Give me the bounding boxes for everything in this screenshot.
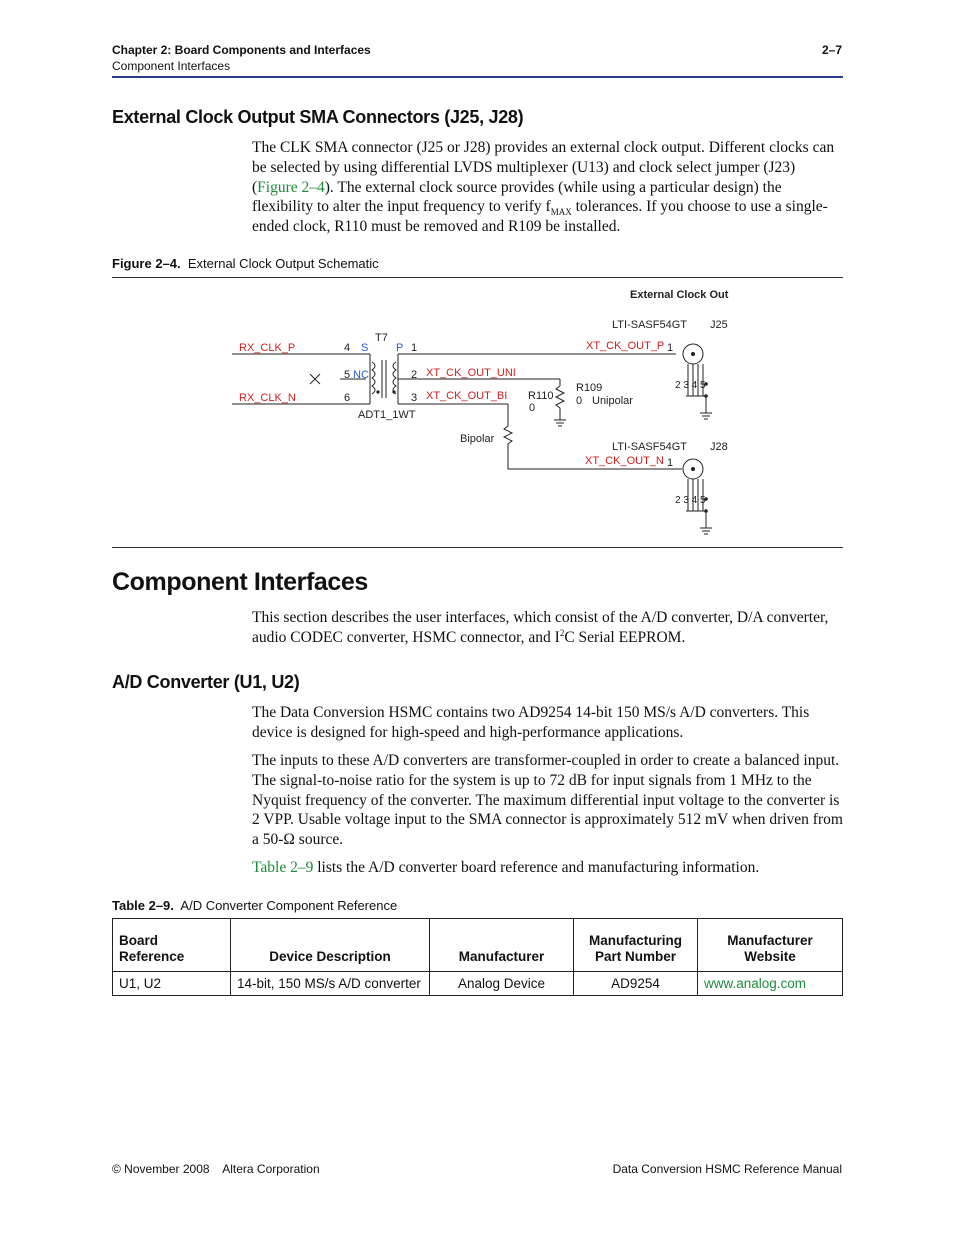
label-pin4: 4 (344, 342, 351, 354)
website-link[interactable]: www.analog.com (698, 972, 843, 996)
clock-output-schematic (0, 0, 954, 560)
label-pin2: 2 (411, 369, 418, 381)
section-heading-clock-output: External Clock Output SMA Connectors (J25, J28) (112, 107, 524, 127)
label-unipolar: Unipolar (592, 395, 633, 407)
label-t7: T7 (375, 332, 388, 344)
section-heading-component-interfaces: Component Interfaces (112, 568, 368, 596)
subscript: MAX (550, 207, 572, 218)
table-cell: AD9254 (574, 972, 698, 996)
paragraph-ad-intro: The Data Conversion HSMC contains two AD9254 14-bit 150 MS/s A/D converters. This device is designed for high-speed and high-performance applications. (252, 704, 810, 741)
footer-left: © November 2008 Altera Corporation (112, 1162, 320, 1176)
label-xt-ck-out-bi: XT_CK_OUT_BI (426, 390, 508, 402)
label-pin6: 6 (344, 392, 351, 404)
label-s: S (361, 342, 369, 354)
label-j28-pin1: 1 (667, 457, 674, 469)
label-j28-pins: 2 3 4 5 (675, 495, 706, 506)
label-pin5: 5 (344, 369, 351, 381)
figure-bottom-rule (112, 547, 843, 548)
transformer-secondary-coil (393, 362, 396, 394)
table-header-cell: Board Reference (113, 919, 231, 972)
paragraph-text: tolerances. If you choose to use a single-ended clock, R110 must be removed and R109 be installed. (252, 198, 828, 236)
table-header-row (113, 919, 843, 972)
paragraph-ad-inputs: The inputs to these A/D converters are transformer-coupled in order to create a balanced input. The signal-to-noise ratio for the system is up to 72 dB for input signals from 1 MHz to the Nyquist frequency of the converter. The maximum differential input voltage to the converter is 2 VPP. Usable voltage input to the SMA connector is approximately 512 mV when driven from a 50-Ω source. (252, 752, 843, 849)
paragraph-text: C Serial EEPROM. (564, 628, 686, 646)
label-r109-value: 0 (576, 395, 583, 407)
j25-dot-b (704, 394, 708, 398)
transformer-primary-coil (372, 362, 375, 394)
component-reference-table (112, 918, 843, 996)
polarity-dot-primary (376, 390, 379, 393)
label-pin3: 3 (411, 392, 418, 404)
j25-center (691, 352, 695, 356)
label-rx-clk-p: RX_CLK_P (239, 342, 296, 354)
label-xt-ck-out-uni: XT_CK_OUT_UNI (426, 367, 516, 379)
footer-right: Data Conversion HSMC Reference Manual (612, 1162, 842, 1176)
label-p: P (396, 342, 404, 354)
label-xt-ck-out-n: XT_CK_OUT_N (585, 455, 664, 467)
label-r109: R109 (576, 382, 603, 394)
table-label: Table 2–9. (112, 898, 174, 913)
label-j28: J28 (710, 441, 728, 453)
table-row (113, 972, 843, 996)
label-j25-pins: 2 3 4 5 (675, 380, 706, 391)
label-j25-pin1: 1 (667, 342, 674, 354)
resistor-r110 (556, 386, 564, 408)
label-rx-clk-n: RX_CLK_N (239, 392, 296, 404)
label-nc: NC (353, 369, 369, 381)
table-header-cell: Manufacturer Website (698, 919, 843, 972)
polarity-dot-secondary (392, 390, 395, 393)
superscript: 2 (559, 627, 565, 638)
label-r110-value: 0 (529, 402, 536, 414)
label-external-clock-out: External Clock Out (630, 289, 729, 301)
paragraph-ad-table-ref (252, 858, 844, 878)
paragraph-text: lists the A/D converter board reference and manufacturing information. (313, 859, 760, 876)
label-bipolar: Bipolar (460, 433, 495, 445)
resistor-r109 (504, 426, 512, 444)
paragraph-text: The CLK SMA connector (J25 or J28) provides an external clock output. Different clocks can be selected by using differential LVDS multiplexer (U13) and clock select jumper (J23) ( (252, 139, 835, 196)
paragraph-component-interfaces (252, 608, 844, 648)
blue-pin-labels (353, 342, 403, 381)
table-link[interactable]: Table 2–9 (252, 859, 314, 876)
table-header-cell: Manufacturing Part Number (574, 919, 698, 972)
table-caption-text: A/D Converter Component Reference (180, 898, 398, 913)
figure-caption-text: External Clock Output Schematic (187, 256, 379, 271)
paragraph-text: ). The external clock source provides (while using a particular design) the flexibility to alter the input frequency to verify f (252, 178, 782, 216)
table-cell: U1, U2 (113, 972, 231, 996)
figure-label: Figure 2–4. (112, 256, 181, 271)
section-heading-ad-converter: A/D Converter (U1, U2) (112, 672, 300, 692)
label-xt-ck-out-p: XT_CK_OUT_P (586, 340, 665, 352)
figure-link[interactable]: Figure 2–4 (257, 178, 325, 196)
label-r110: R110 (528, 390, 554, 402)
table-caption (112, 898, 397, 913)
table-header-cell: Manufacturer (430, 919, 574, 972)
label-lti-j25: LTI-SASF54GT (612, 319, 687, 331)
j28-dot-b (704, 509, 708, 513)
label-adt1-1wt: ADT1_1WT (358, 409, 416, 421)
header-section: Component Interfaces (112, 59, 231, 73)
label-j25: J25 (710, 319, 728, 331)
header-page-number: 2–7 (821, 43, 842, 57)
j28-center (691, 467, 695, 471)
table-cell: 14-bit, 150 MS/s A/D converter (231, 972, 430, 996)
paragraph-text: This section describes the user interfaces, which consist of the A/D converter, D/A converter, audio CODEC converter, HSMC connector, and I (252, 609, 829, 646)
label-pin1: 1 (411, 342, 418, 354)
label-lti-j28: LTI-SASF54GT (612, 441, 687, 453)
table-cell: Analog Device (430, 972, 574, 996)
table-header-cell: Device Description (231, 919, 430, 972)
header-chapter: Chapter 2: Board Components and Interfaces (112, 43, 371, 57)
